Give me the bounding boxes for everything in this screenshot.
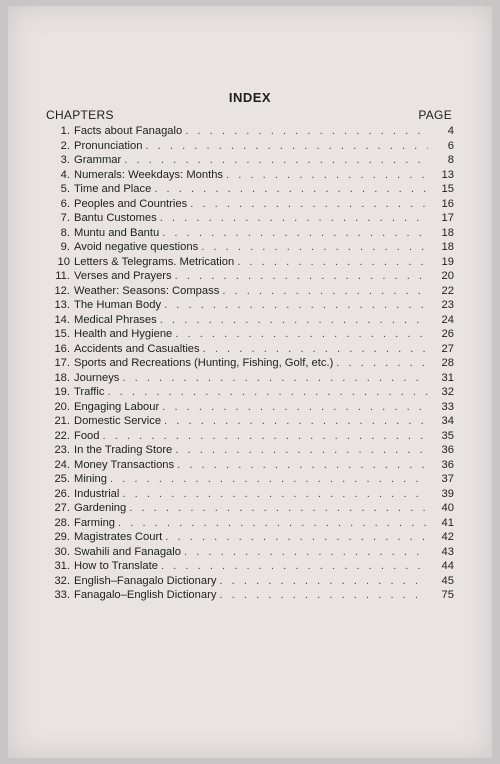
chapter-title: In the Trading Store	[74, 444, 173, 456]
chapter-number: 27.	[54, 502, 70, 514]
dot-leader	[157, 313, 428, 328]
chapters-header: CHAPTERS	[46, 108, 114, 122]
page-number: 34	[441, 415, 454, 427]
dot-leader	[119, 487, 428, 502]
toc-entry	[46, 559, 454, 574]
toc-entry	[46, 356, 454, 371]
chapter-title: Facts about Fanagalo	[74, 125, 183, 137]
chapter-title: Medical Phrases	[74, 313, 157, 326]
chapter-number: 12.	[54, 284, 70, 297]
dot-leader	[142, 139, 428, 154]
dot-leader	[151, 182, 428, 197]
dot-leader	[174, 458, 428, 473]
page-number: 75	[441, 589, 454, 601]
chapter-title: English–Fanagalo Dictionary	[74, 574, 217, 587]
toc-entry	[46, 429, 454, 444]
page-number: 41	[441, 516, 454, 529]
page-number: 31	[441, 371, 454, 384]
dot-leader	[198, 240, 428, 255]
page-number: 39	[441, 487, 454, 500]
page-number: 6	[447, 139, 454, 152]
dot-leader	[121, 153, 428, 168]
chapter-number: 14.	[54, 313, 70, 326]
dot-leader	[104, 385, 428, 400]
chapter-number: 4.	[60, 168, 70, 181]
page-number: 16	[441, 197, 454, 210]
chapter-number: 8.	[60, 226, 70, 239]
page-number: 26	[441, 328, 454, 340]
index-title: INDEX	[228, 90, 272, 105]
page-number: 17	[441, 212, 454, 224]
dot-leader	[162, 530, 428, 545]
chapter-title: Swahili and Fanagalo	[74, 545, 181, 558]
toc-entry	[46, 124, 454, 139]
dot-leader	[216, 588, 428, 603]
toc-entry	[46, 226, 454, 241]
page-number: 36	[441, 444, 454, 456]
chapter-title: Health and Hygiene	[74, 328, 173, 340]
toc-entry	[46, 545, 454, 560]
dot-leader	[126, 501, 428, 516]
toc-entry	[46, 284, 454, 299]
page-number: 13	[441, 168, 454, 181]
chapter-title: Domestic Service	[74, 415, 162, 427]
chapter-title: Bantu Customes	[74, 212, 157, 224]
chapter-number: 13.	[54, 299, 70, 311]
toc-entry	[46, 269, 454, 284]
chapter-title: Engaging Labour	[74, 400, 160, 413]
page-number: 35	[441, 429, 454, 442]
chapter-number: 21.	[54, 415, 70, 427]
toc-entry	[46, 385, 454, 400]
chapter-title: Magistrates Court	[74, 531, 163, 543]
page-number: 40	[441, 502, 454, 514]
toc-entry	[46, 443, 454, 458]
page-number: 24	[441, 313, 454, 326]
chapter-title: Journeys	[74, 371, 120, 384]
chapter-title: Money Transactions	[74, 458, 175, 471]
dot-leader	[157, 211, 428, 226]
page-number: 33	[441, 400, 454, 413]
page-number: 43	[441, 545, 454, 558]
toc-entry	[46, 588, 454, 603]
chapter-number: 3.	[60, 154, 70, 166]
page-number: 32	[441, 386, 454, 398]
chapter-number: 24.	[54, 458, 70, 471]
dot-leader	[100, 429, 429, 444]
chapter-number: 26.	[54, 487, 70, 500]
page-number: 44	[441, 560, 454, 572]
dot-leader	[200, 342, 428, 357]
toc-entry	[46, 400, 454, 415]
dot-leader	[115, 516, 428, 531]
chapter-number: 19.	[54, 386, 70, 398]
toc-entry	[46, 197, 454, 212]
dot-leader	[181, 545, 428, 560]
toc-entry	[46, 168, 454, 183]
chapter-title: Letters & Telegrams. Metrication	[74, 255, 235, 268]
dot-leader	[172, 269, 428, 284]
toc-entry	[46, 516, 454, 531]
chapter-number: 33.	[54, 589, 70, 601]
chapter-number: 2.	[60, 139, 70, 152]
chapter-title: Sports and Recreations (Hunting, Fishing, Golf, etc.)	[74, 357, 334, 369]
dot-leader	[333, 356, 428, 371]
chapter-number: 17.	[54, 357, 70, 369]
toc-entry	[46, 458, 454, 473]
toc-entry	[46, 371, 454, 386]
chapter-number: 28.	[54, 516, 70, 529]
chapter-title: Weather: Seasons: Compass	[74, 284, 220, 297]
toc-entry	[46, 574, 454, 589]
page-number: 27	[441, 342, 454, 355]
dot-leader	[158, 559, 428, 574]
toc-entry	[46, 182, 454, 197]
chapter-number: 9.	[60, 241, 70, 253]
toc-entry	[46, 530, 454, 545]
chapter-title: Pronunciation	[74, 139, 143, 152]
chapter-number: 31.	[54, 560, 70, 572]
chapter-number: 15.	[54, 328, 70, 340]
chapter-title: Muntu and Bantu	[74, 226, 160, 239]
toc-entry	[46, 342, 454, 357]
chapter-title: The Human Body	[74, 299, 162, 311]
toc-entry	[46, 211, 454, 226]
dot-leader	[187, 197, 428, 212]
dot-leader	[172, 443, 428, 458]
page-number: 20	[441, 270, 454, 282]
toc-entry	[46, 255, 454, 270]
chapter-title: Industrial	[74, 487, 120, 500]
chapter-title: Farming	[74, 516, 116, 529]
toc-entry	[46, 501, 454, 516]
page-number: 23	[441, 299, 454, 311]
chapter-title: How to Translate	[74, 560, 158, 572]
page-number: 18	[441, 241, 454, 253]
chapter-number: 20.	[54, 400, 70, 413]
dot-leader	[216, 574, 428, 589]
dot-leader	[172, 327, 428, 342]
toc-entry	[46, 487, 454, 502]
table-of-contents	[46, 124, 454, 603]
chapter-title: Fanagalo–English Dictionary	[74, 589, 217, 601]
dot-leader	[234, 255, 428, 270]
chapter-number: 22.	[54, 429, 70, 442]
dot-leader	[159, 400, 428, 415]
page-number: 18	[441, 226, 454, 239]
chapter-title: Time and Place	[74, 183, 152, 195]
page-number: 45	[441, 574, 454, 587]
dot-leader	[119, 371, 428, 386]
chapter-number: 18.	[54, 371, 70, 384]
page-number: 28	[441, 357, 454, 369]
chapter-number: 29.	[54, 531, 70, 543]
chapter-title: Grammar	[74, 154, 122, 166]
chapter-title: Avoid negative questions	[74, 241, 199, 253]
dot-leader	[219, 284, 428, 299]
toc-entry	[46, 240, 454, 255]
page-number: 15	[441, 183, 454, 195]
dot-leader	[182, 124, 428, 139]
toc-entry	[46, 414, 454, 429]
chapter-title: Gardening	[74, 502, 127, 514]
chapter-title: Accidents and Casualties	[74, 342, 200, 355]
chapter-number: 6.	[60, 197, 70, 210]
chapter-number: 16.	[54, 342, 70, 355]
chapter-title: Mining	[74, 473, 107, 485]
chapter-number: 10	[57, 255, 70, 268]
page-header: PAGE	[418, 108, 452, 122]
chapter-title: Food	[74, 429, 100, 442]
chapter-title: Verses and Prayers	[74, 270, 172, 282]
chapter-title: Numerals: Weekdays: Months	[74, 168, 224, 181]
dot-leader	[161, 414, 428, 429]
toc-entry	[46, 139, 454, 154]
dot-leader	[107, 472, 428, 487]
toc-entry	[46, 153, 454, 168]
chapter-number: 32.	[54, 574, 70, 587]
page-number: 8	[447, 154, 454, 166]
toc-entry	[46, 327, 454, 342]
dot-leader	[223, 168, 428, 183]
toc-entry	[46, 298, 454, 313]
toc-entry	[46, 313, 454, 328]
chapter-number: 1.	[60, 125, 70, 137]
chapter-title: Traffic	[74, 386, 105, 398]
chapter-number: 5.	[60, 183, 70, 195]
page-number: 37	[441, 473, 454, 485]
chapter-number: 7.	[60, 212, 70, 224]
page-number: 19	[441, 255, 454, 268]
toc-entry	[46, 472, 454, 487]
page-number: 22	[441, 284, 454, 297]
dot-leader	[159, 226, 428, 241]
chapter-title: Peoples and Countries	[74, 197, 188, 210]
page-number: 36	[441, 458, 454, 471]
chapter-number: 25.	[54, 473, 70, 485]
dot-leader	[161, 298, 428, 313]
page-number: 4	[447, 125, 454, 137]
chapter-number: 23.	[54, 444, 70, 456]
chapter-number: 11.	[55, 270, 70, 282]
page-number: 42	[441, 531, 454, 543]
chapter-number: 30.	[54, 545, 70, 558]
